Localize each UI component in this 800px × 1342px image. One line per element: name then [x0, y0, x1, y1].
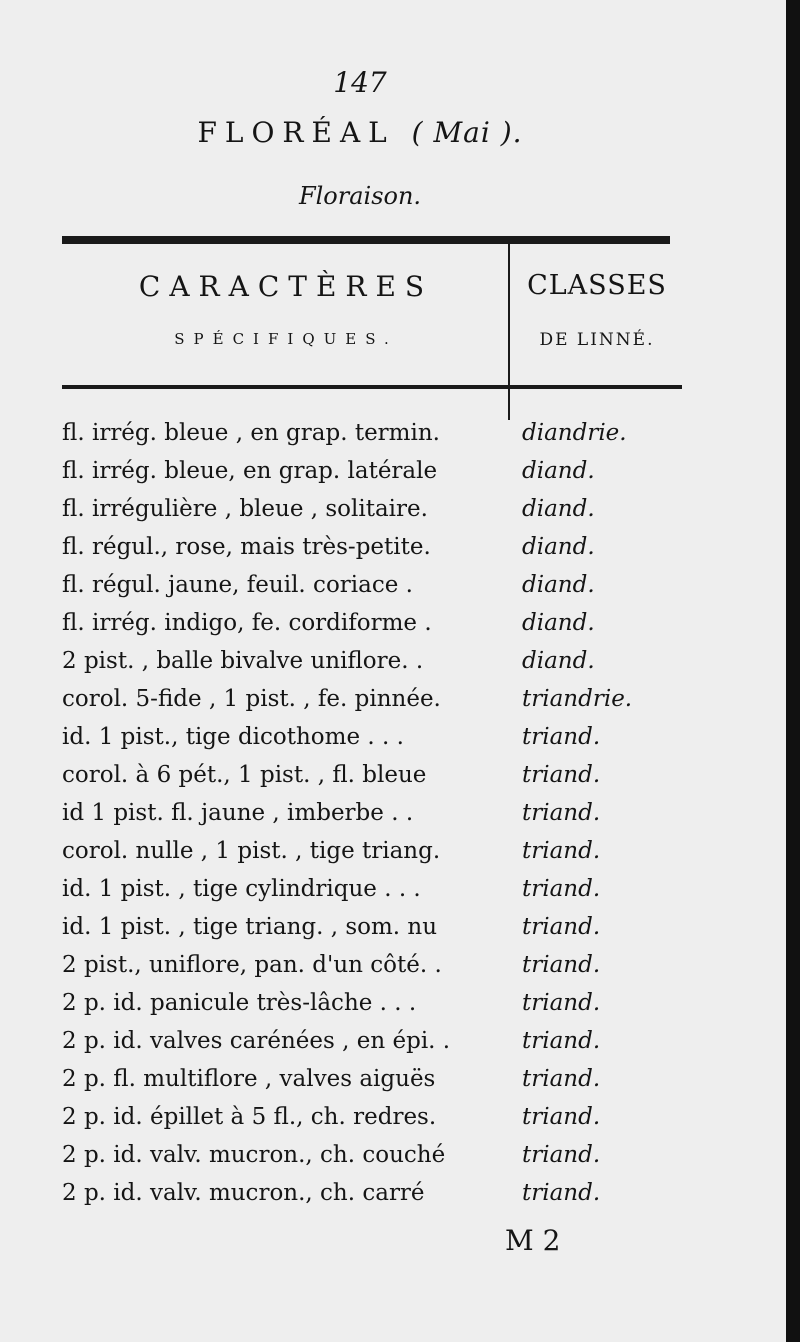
row-class: diand.	[522, 458, 595, 484]
signature-mark: M 2	[505, 1224, 561, 1257]
table-row	[0, 984, 786, 1022]
row-description: corol. 5-fide , 1 pist. , fe. pinnée.	[62, 686, 441, 712]
left-header-line2: SPÉCIFIQUES.	[174, 330, 398, 348]
row-class: triand.	[522, 1104, 601, 1130]
row-class: triand.	[522, 876, 601, 902]
row-description: 2 p. fl. multiflore , valves aiguës	[62, 1066, 436, 1092]
row-description: 2 p. id. valv. mucron., ch. carré	[62, 1180, 425, 1206]
page-number: 147	[333, 66, 387, 99]
row-description: 2 p. id. valves carénées , en épi. .	[62, 1028, 451, 1054]
row-description: fl. régul. jaune, feuil. coriace .	[62, 572, 413, 598]
page-subtitle: Floraison.	[298, 182, 422, 210]
row-class: triand.	[522, 1142, 601, 1168]
table-row	[0, 528, 786, 566]
table-row	[0, 452, 786, 490]
table-row	[0, 642, 786, 680]
table-row	[0, 756, 786, 794]
row-description: id. 1 pist., tige dicothome . . .	[62, 724, 404, 750]
row-description: id 1 pist. fl. jaune , imberbe . .	[62, 800, 414, 826]
row-class: triand.	[522, 990, 601, 1016]
page-heading	[0, 116, 720, 149]
table-row	[0, 1174, 786, 1212]
table-row	[0, 946, 786, 984]
row-description: fl. irrégulière , bleue , solitaire.	[62, 496, 428, 522]
table-row	[0, 718, 786, 756]
row-description: fl. régul., rose, mais très-petite.	[62, 534, 431, 560]
row-class: triand.	[522, 762, 601, 788]
right-header-line2: DE LINNÉ.	[539, 330, 655, 350]
row-description: 2 p. id. épillet à 5 fl., ch. redres.	[62, 1104, 437, 1130]
row-description: id. 1 pist. , tige cylindrique . . .	[62, 876, 421, 902]
table-row	[0, 680, 786, 718]
row-description: fl. irrég. bleue, en grap. latérale	[62, 458, 438, 484]
row-description: fl. irrég. bleue , en grap. termin.	[62, 420, 440, 446]
row-description: fl. irrég. indigo, fe. cordiforme .	[62, 610, 432, 636]
row-description: id. 1 pist. , tige triang. , som. nu	[62, 914, 438, 940]
table-header-rule	[62, 385, 682, 389]
row-class: triand.	[522, 724, 601, 750]
table-top-rule	[62, 236, 670, 244]
row-class: diand.	[522, 572, 595, 598]
row-description: corol. nulle , 1 pist. , tige triang.	[62, 838, 441, 864]
row-class: diandrie.	[522, 420, 627, 446]
row-class: diand.	[522, 496, 595, 522]
table-row	[0, 832, 786, 870]
table-row	[0, 490, 786, 528]
row-class: triand.	[522, 1028, 601, 1054]
page-edge	[786, 0, 800, 1342]
row-class: triand.	[522, 1066, 601, 1092]
heading-month: ( Mai ).	[411, 116, 523, 149]
table-row	[0, 870, 786, 908]
row-class: triand.	[522, 800, 601, 826]
right-header-line1: CLASSES	[527, 270, 667, 301]
row-class: diand.	[522, 610, 595, 636]
table-row	[0, 1136, 786, 1174]
row-class: triandrie.	[522, 686, 633, 712]
row-class: triand.	[522, 1180, 601, 1206]
row-class: triand.	[522, 952, 601, 978]
row-description: 2 p. id. panicule très-lâche . . .	[62, 990, 417, 1016]
column-divider	[508, 244, 510, 420]
table-row	[0, 794, 786, 832]
row-description: 2 pist., uniflore, pan. d'un côté. .	[62, 952, 442, 978]
table-row	[0, 1022, 786, 1060]
row-class: triand.	[522, 838, 601, 864]
table-row	[0, 604, 786, 642]
row-class: triand.	[522, 914, 601, 940]
table-row	[0, 1060, 786, 1098]
table-row	[0, 1098, 786, 1136]
row-class: diand.	[522, 648, 595, 674]
table-row	[0, 566, 786, 604]
left-header-line1: CARACTÈRES	[138, 270, 434, 303]
row-class: diand.	[522, 534, 595, 560]
table-row	[0, 908, 786, 946]
row-description: corol. à 6 pét., 1 pist. , fl. bleue	[62, 762, 427, 788]
heading-title: FLORÉAL	[197, 116, 395, 149]
row-description: 2 pist. , balle bivalve uniflore. .	[62, 648, 424, 674]
table-row	[0, 414, 786, 452]
row-description: 2 p. id. valv. mucron., ch. couché	[62, 1142, 446, 1168]
